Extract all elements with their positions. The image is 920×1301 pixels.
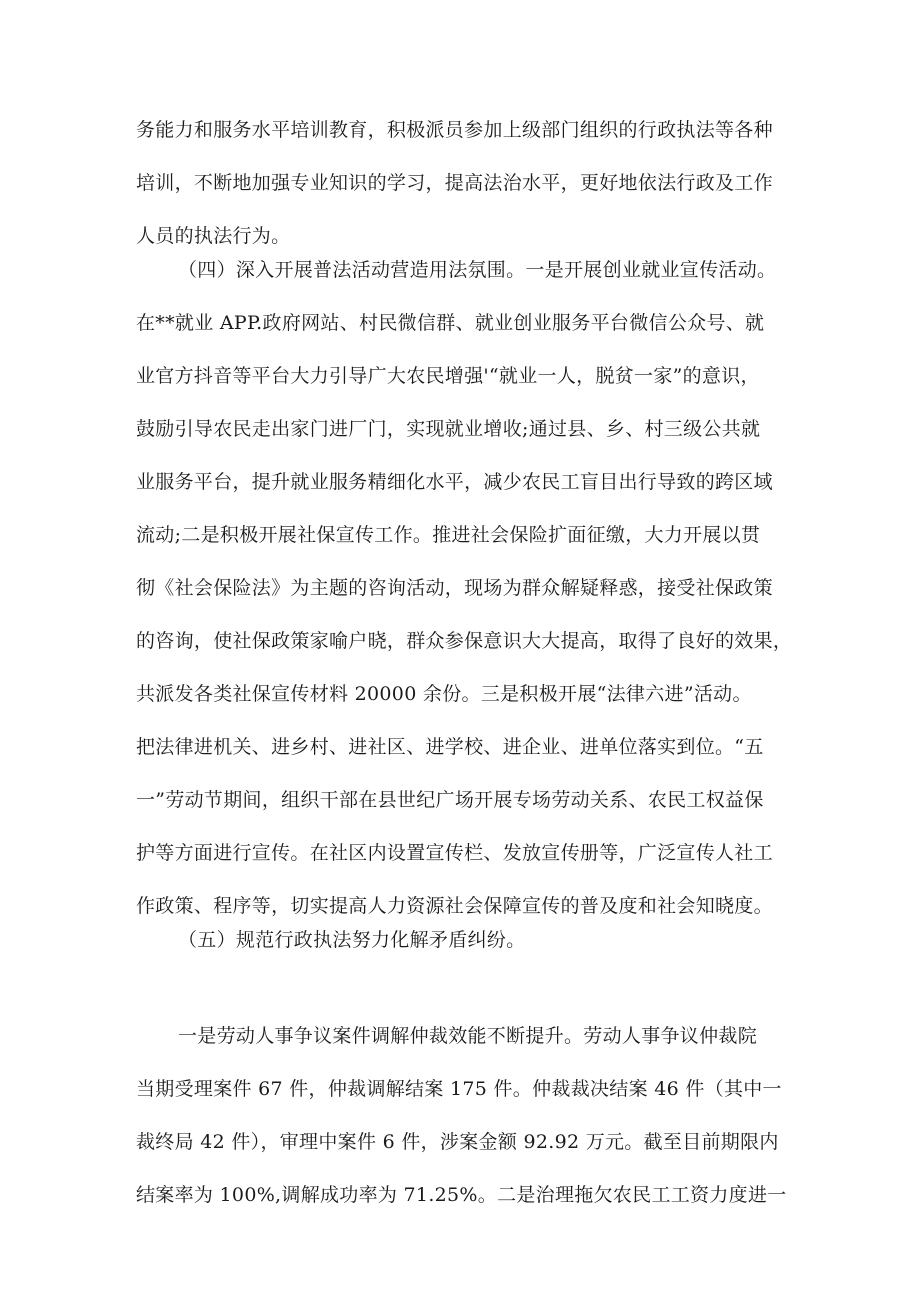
text-line: 把法律进机关、进乡村、进社区、进学校、进企业、进单位落实到位。“五	[136, 736, 764, 758]
text-line: 护等方面进行宣传。在社区内设置宣传栏、发放宣传册等，广泛宣传人社工	[136, 842, 773, 864]
text-line: 一”劳动节期间，组织干部在县世纪广场开展专场劳动关系、农民工权益保	[136, 789, 764, 811]
text-line: 务能力和服务水平培训教育，积极派员参加上级部门组织的行政执法等各种	[136, 119, 773, 141]
text-line: 结案率为 100%,调解成功率为 71.25%。二是治理拖欠农民工工资力度进一	[136, 1184, 787, 1206]
paragraph-service-training	[136, 104, 796, 263]
text-line: 业官方抖音等平台大力引导广大农民增强'“就业一人，脱贫一家”的意识，	[136, 365, 760, 387]
text-line: 彻《社会保险法》为主题的咨询活动，现场为群众解疑释惑，接受社保政策	[136, 577, 773, 599]
section-heading-five: （五）规范行政执法努力化解矛盾纠纷。	[178, 929, 526, 951]
text-line: 裁终局 42 件），审理中案件 6 件，涉案金额 92.92 万元。截至目前期限内	[136, 1131, 779, 1153]
text-line: 一是劳动人事争议案件调解仲裁效能不断提升。劳动人事争议仲裁院	[178, 1025, 758, 1047]
paragraph-section-four	[136, 244, 796, 933]
text-line: 人员的执法行为。	[136, 225, 291, 247]
paragraph-labor-arbitration	[136, 1010, 796, 1222]
text-line: 的咨询，使社保政策家喻户晓，群众参保意识大大提高，取得了良好的效果，	[136, 630, 793, 652]
text-line: 共派发各类社保宣传材料 20000 余份。三是积极开展“法律六进”活动。	[136, 683, 752, 705]
text-line: 业服务平台，提升就业服务精细化水平，减少农民工盲目出行导致的跨区域	[136, 471, 773, 493]
section-heading-four: （四）深入开展普法活动营造用法氛围。一是开展创业就业宣传活动。	[178, 259, 777, 281]
text-line: 培训，不断地加强专业知识的学习，提高法治水平，更好地依法行政及工作	[136, 172, 773, 194]
text-line: 当期受理案件 67 件，仲裁调解结案 175 件。仲裁裁决结案 46 件（其中一	[136, 1078, 782, 1100]
text-line: 鼓励引导农民走出家门进厂门，实现就业增收;通过县、乡、村三级公共就	[136, 418, 761, 440]
text-line: 在**就业 APP.政府网站、村民微信群、就业创业服务平台微信公众号、就	[136, 312, 765, 334]
text-line: 流动;二是积极开展社保宣传工作。推进社会保险扩面征缴，大力开展以贯	[136, 524, 761, 546]
paragraph-section-five-heading	[136, 914, 796, 967]
text-line: 作政策、程序等，切实提高人力资源社会保障宣传的普及度和社会知晓度。	[136, 895, 773, 917]
